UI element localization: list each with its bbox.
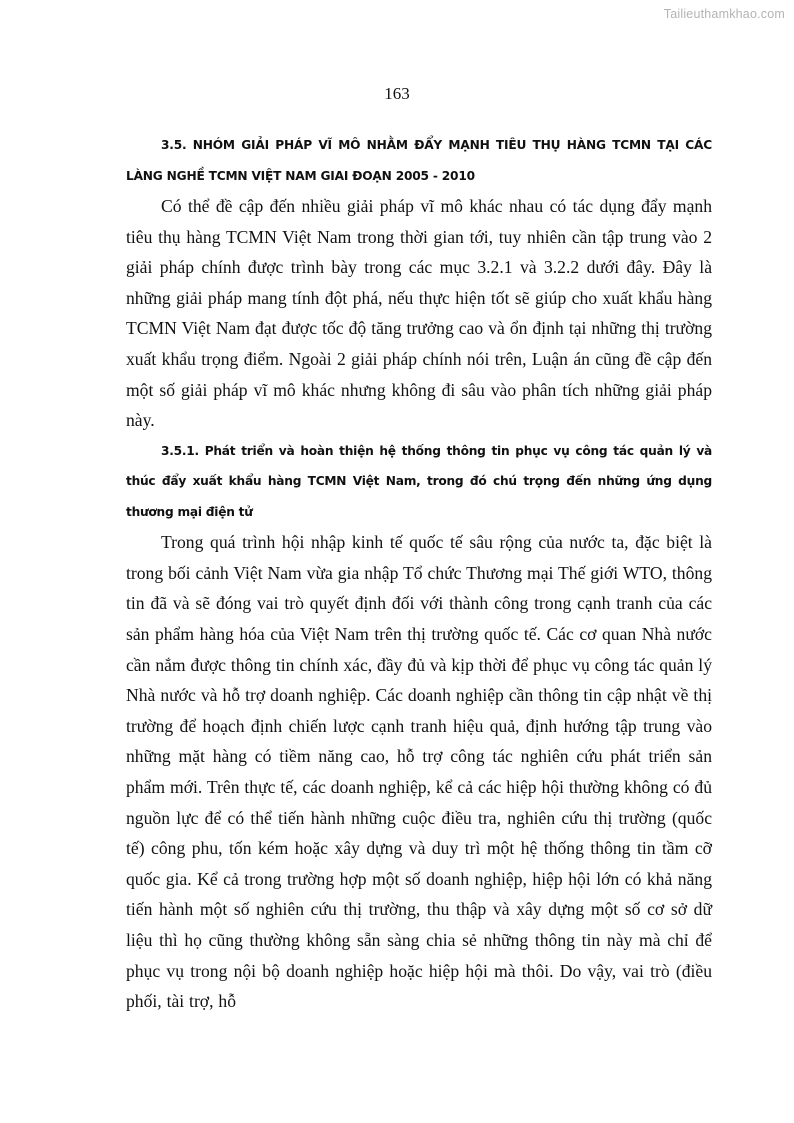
watermark: Tailieuthamkhao.com [663, 7, 785, 21]
paragraph: Trong quá trình hội nhập kinh tế quốc tế sâu rộng của nước ta, đặc biệt là trong bối cảnh Việt Nam vừa gia nhập Tổ chức Thương mại Thế giới WTO, thông tin đã và sẽ đóng vai trò quyết định đối với thành công trong cạnh tranh của các sản phẩm hàng hóa của Việt Nam trên thị trường quốc tế. Các cơ quan Nhà nước cần nắm được thông tin chính xác, đầy đủ và kịp thời để phục vụ công tác quản lý Nhà nước và hỗ trợ doanh nghiệp. Các doanh nghiệp cần thông tin cập nhật về thị trường để hoạch định chiến lược cạnh tranh hiệu quả, định hướng tập trung vào những mặt hàng có tiềm năng cao, hỗ trợ công tác nghiên cứu phát triển sản phẩm mới. Trên thực tế, các doanh nghiệp, kể cả các hiệp hội thường không có đủ nguồn lực để có thể tiến hành những cuộc điều tra, nghiên cứu thị trường (quốc tế) công phu, tốn kém hoặc xây dựng và duy trì một hệ thống thông tin tầm cỡ quốc gia. Kể cả trong trường hợp một số doanh nghiệp, hiệp hội lớn có khả năng tiến hành một số nghiên cứu thị trường, thu thập và xây dựng một số cơ sở dữ liệu thì họ cũng thường không sẵn sàng chia sẻ những thông tin này mà chỉ để phục vụ trong nội bộ doanh nghiệp hoặc hiệp hội mà thôi. Do vậy, vai trò (điều phối, tài trợ, hỗ [126, 532, 712, 1012]
page-number: 163 [384, 84, 410, 103]
paragraph: Có thể đề cập đến nhiều giải pháp vĩ mô khác nhau có tác dụng đẩy mạnh tiêu thụ hàng TCMN Việt Nam trong thời gian tới, tuy nhiên cần tập trung vào 2 giải pháp chính được trình bày trong các mục 3.2.1 và 3.2.2 dưới đây. Đây là những giải pháp mang tính đột phá, nếu thực hiện tốt sẽ giúp cho xuất khẩu hàng TCMN Việt Nam đạt được tốc độ tăng trưởng cao và ổn định tại những thị trường xuất khẩu trọng điểm. Ngoài 2 giải pháp chính nói trên, Luận án cũng đề cập đến một số giải pháp vĩ mô khác nhưng không đi sâu vào phân tích những giải pháp này. [126, 196, 712, 431]
subsection-heading: 3.5.1. Phát triển và hoàn thiện hệ thống thông tin phục vụ công tác quản lý và thúc đẩy xuất khẩu hàng TCMN Việt Nam, trong đó chú trọng đến những ứng dụng thương mại điện tử [126, 443, 712, 519]
document-body [126, 130, 712, 1017]
section-heading-text: 3.5. NHÓM GIẢI PHÁP VĨ MÔ NHẰM ĐẨY MẠNH TIÊU THỤ HÀNG TCMN TẠI CÁC LÀNG NGHỀ TCMN VIỆT NAM GIAI ĐOẠN 2005 - 2010 [126, 138, 712, 183]
section-heading [126, 130, 712, 191]
